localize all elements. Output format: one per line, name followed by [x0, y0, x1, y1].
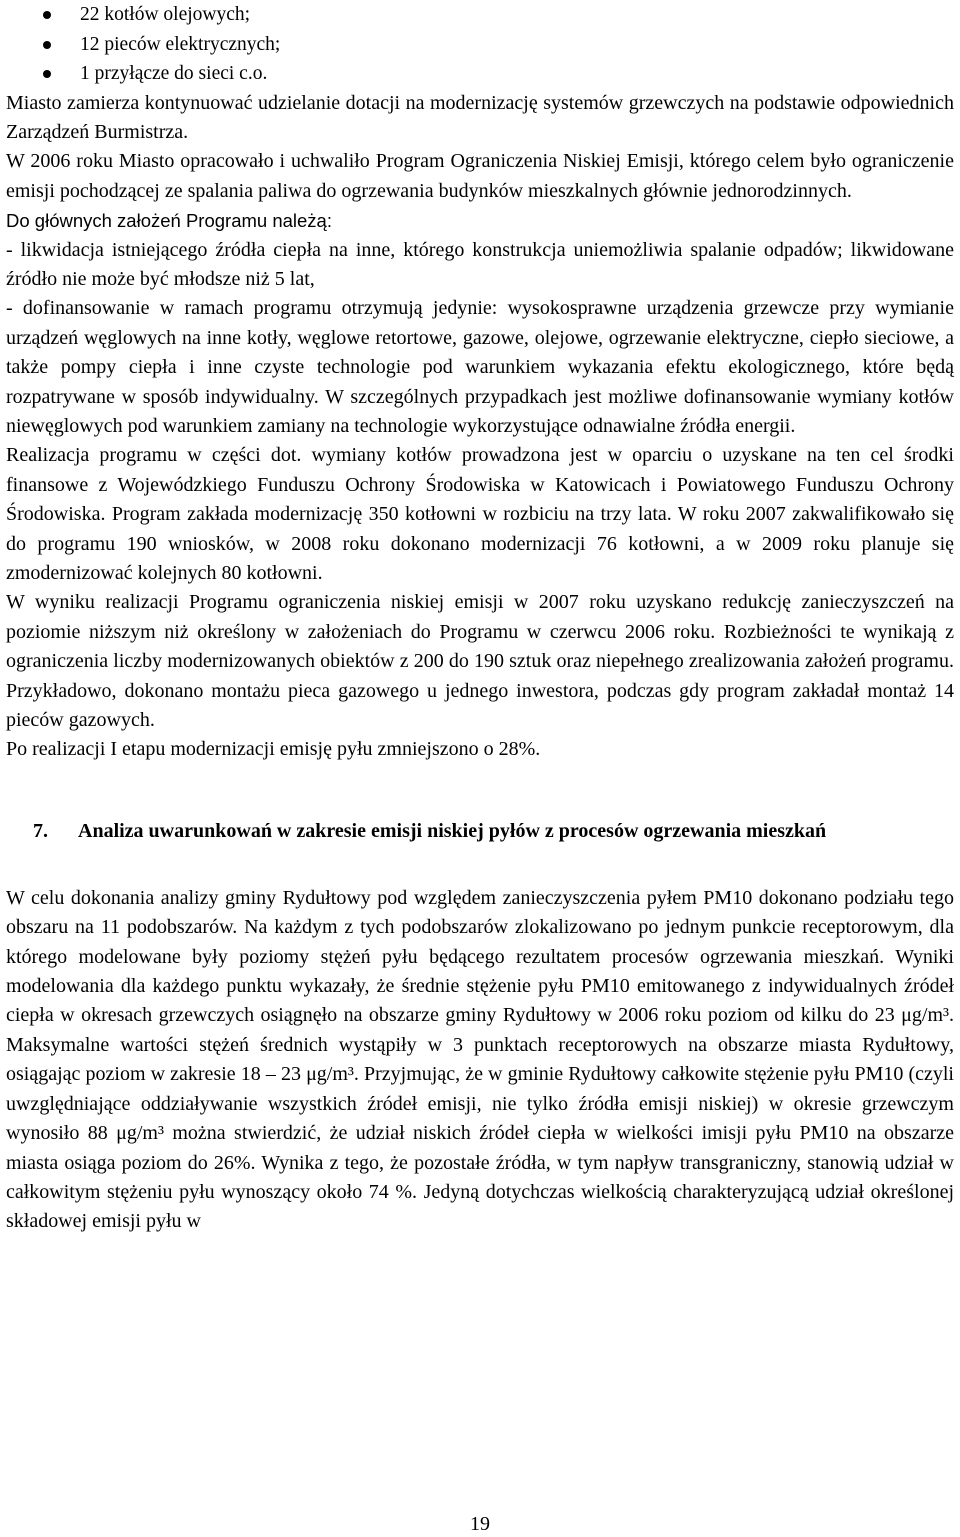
paragraph-assumption-funding: - dofinansowanie w ramach programu otrzymują jedynie: wysokosprawne urządzenia grzewcze przy wymianie urządzeń węglowych na inne kotły, węglowe retortowe, gazowe, olejowe, ogrzewanie elektryczne, ciepło sieciowe, a także pompy ciepła i inne czyste technologie pod warunkiem wykazania efektu ekologicznego, które będą rozpatrywane w sposób indywidualny. W szczególnych przypadkach jest możliwe dofinansowanie wymiany kotłów niewęglowych pod warunkiem zamiany na technologie wykorzystujące odnawialne źródła energii. [6, 297, 954, 437]
document-page [6, 0, 954, 1237]
page-number: 19 [470, 1513, 490, 1535]
paragraph-pm10-analysis: W celu dokonania analizy gminy Rydułtowy pod względem zanieczyszczenia pyłem PM10 dokonano podziału tego obszaru na 11 podobszarów. Na każdym z tych podobszarów zlokalizowano po jednym punkcie receptorowym, dla którego modelowane były poziomy stężeń pyłu będącego rezultatem procesów ogrzewania mieszkań. Wyniki modelowania dla każdego punktu wykazały, że średnie stężenie pyłu PM10 emitowanego z indywidualnych źródeł ciepła w okresach grzewczych osiągnęło na obszarze gminy Rydułtowy w 2006 roku poziom od kilku do 23 μg/m³. Maksymalne wartości stężeń średnich wystąpiły w 3 punktach receptorowych na obszarze miasta Rydułtowy, osiągając poziom w zakresie 18 – 23 μg/m³. Przyjmując, że w gminie Rydułtowy całkowite stężenie pyłu PM10 (czyli uwzględniające oddziaływanie wszystkich źródeł emisji, nie tylko źródła emisji niskiej) w okresie grzewczym wynosiło 88 μg/m³ można stwierdzić, że udział niskich źródeł ciepła w wielkości imisji pyłu PM10 na obszarze miasta osiąga poziom do 26%. Wynika z tego, że pozostałe źródła, w tym napływ transgraniczny, stanowią udział w całkowitym stężeniu pyłu wynoszący około 74 %. Jedyną dotychczas wielkością charakteryzującą udział określonej składowej emisji pyłu w [6, 886, 954, 1233]
section-heading [6, 817, 954, 846]
list-item-text: 1 przyłącze do sieci c.o. [80, 63, 268, 84]
paragraph-dust-reduction: Po realizacji I etapu modernizacji emisję pyłu zmniejszono o 28%. [6, 738, 541, 761]
list-item-text: 22 kotłów olejowych; [80, 4, 251, 25]
paragraph-program-realization: Realizacja programu w części dot. wymiany kotłów prowadzona jest w oparciu o uzyskane na ten cel środki finansowe z Wojewódzkiego Funduszu Ochrony Środowiska w Katowicach i Powiatowego Funduszu Ochrony Środowiska. Program zakłada modernizację 350 kotłowni w rozbiciu na trzy lata. W roku 2007 zakwalifikowało się do programu 190 wniosków, w 2008 roku dokonano modernizacji 76 kotłowni, a w 2009 roku planuje się zmodernizować kolejnych 80 kotłowni. [6, 444, 954, 584]
paragraph-program-intro: W 2006 roku Miasto opracowało i uchwaliło Program Ograniczenia Niskiej Emisji, którego celem było ograniczenie emisji pochodzącej ze spalania paliwa do ogrzewania budynków mieszkalnych głównie jednorodzinnych. [6, 150, 954, 202]
list-item [6, 0, 954, 30]
bullet-icon [43, 11, 51, 19]
bullet-list [6, 0, 954, 89]
paragraph-dotations: Miasto zamierza kontynuować udzielanie dotacji na modernizację systemów grzewczych na podstawie odpowiednich Zarządzeń Burmistrza. [6, 91, 954, 143]
paragraph-program-results: W wyniku realizacji Programu ograniczenia niskiej emisji w 2007 roku uzyskano redukcję zanieczyszczeń na poziomie niższym niż określony w założeniach do Programu w czerwcu 2006 roku. Rozbieżności te wynikają z ograniczenia liczby modernizowanych obiektów z 200 do 190 sztuk oraz niepełnego zrealizowania założeń programu. Przykładowo, dokonano montażu pieca gazowego u jednego inwestora, podczas gdy program zakładał montaż 14 pieców gazowych. [6, 591, 954, 732]
list-item [6, 59, 954, 89]
list-item-text: 12 pieców elektrycznych; [80, 33, 281, 55]
section-number: 7. [33, 819, 48, 842]
bullet-icon [43, 70, 51, 78]
spacer [6, 846, 954, 884]
section-title: Analiza uwarunkowań w zakresie emisji niskiej pyłów z procesów ogrzewania mieszkań [78, 819, 827, 842]
paragraph-assumption-liquidation: - likwidacja istniejącego źródła ciepła na inne, którego konstrukcja uniemożliwia spalanie odpadów; likwidowane źródło nie może być młodsze niż 5 lat, [6, 238, 954, 290]
bullet-icon [43, 41, 51, 49]
list-item [6, 30, 954, 60]
paragraph-program-assumptions-heading: Do głównych założeń Programu należą: [6, 210, 332, 232]
